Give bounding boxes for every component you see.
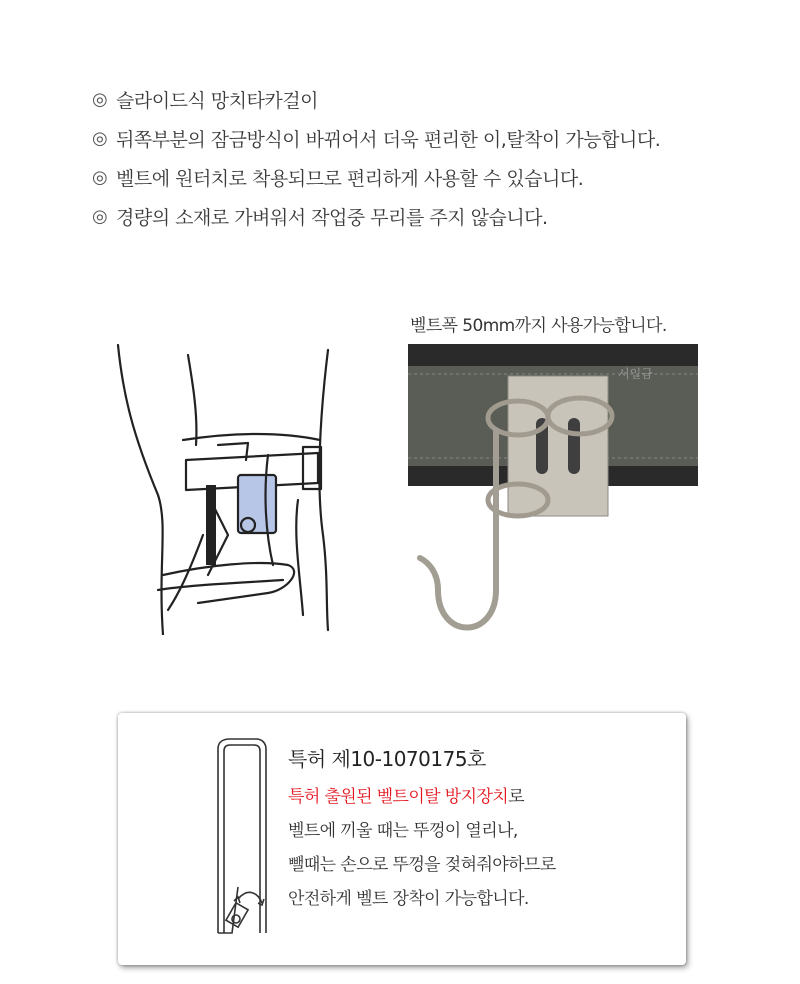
product-photo — [408, 340, 708, 640]
patent-info-box — [118, 713, 686, 965]
patent-text — [288, 743, 556, 916]
feature-item — [92, 80, 660, 119]
patent-line-1 — [288, 780, 556, 814]
feature-text: 벨트에 원터치로 착용되므로 편리하게 사용할 수 있습니다. — [116, 168, 584, 190]
watermark: 서일금 — [618, 367, 653, 381]
feature-item — [92, 158, 660, 197]
feature-item — [92, 119, 660, 158]
feature-item — [92, 197, 660, 236]
double-circle-bullet: ◎ — [92, 167, 108, 188]
patent-line-2: 벨트에 끼울 때는 뚜껑이 열리나, — [288, 821, 518, 841]
patent-line-4: 안전하게 벨트 장착이 가능합니다. — [288, 889, 529, 909]
usage-illustration — [88, 335, 338, 635]
patent-highlight: 특허 출원된 벨트이탈 방지장치 — [288, 787, 509, 807]
feature-list — [92, 80, 660, 236]
double-circle-bullet: ◎ — [92, 128, 108, 149]
patent-title: 특허 제10-1070175호 — [288, 747, 486, 771]
patent-line-1-suffix: 로 — [508, 787, 524, 807]
feature-text: 슬라이드식 망치타카걸이 — [116, 90, 318, 112]
belt-width-caption: 벨트폭 50mm까지 사용가능합니다. — [410, 316, 667, 336]
double-circle-bullet: ◎ — [92, 89, 108, 110]
feature-text: 경량의 소재로 가벼워서 작업중 무리를 주지 않습니다. — [116, 207, 548, 229]
double-circle-bullet: ◎ — [92, 206, 108, 227]
anti-detach-diagram — [212, 737, 272, 937]
patent-line-3: 뺄때는 손으로 뚜껑을 젖혀줘야하므로 — [288, 855, 556, 875]
feature-text: 뒤쪽부분의 잠금방식이 바뀌어서 더욱 편리한 이,탈착이 가능합니다. — [116, 129, 661, 151]
